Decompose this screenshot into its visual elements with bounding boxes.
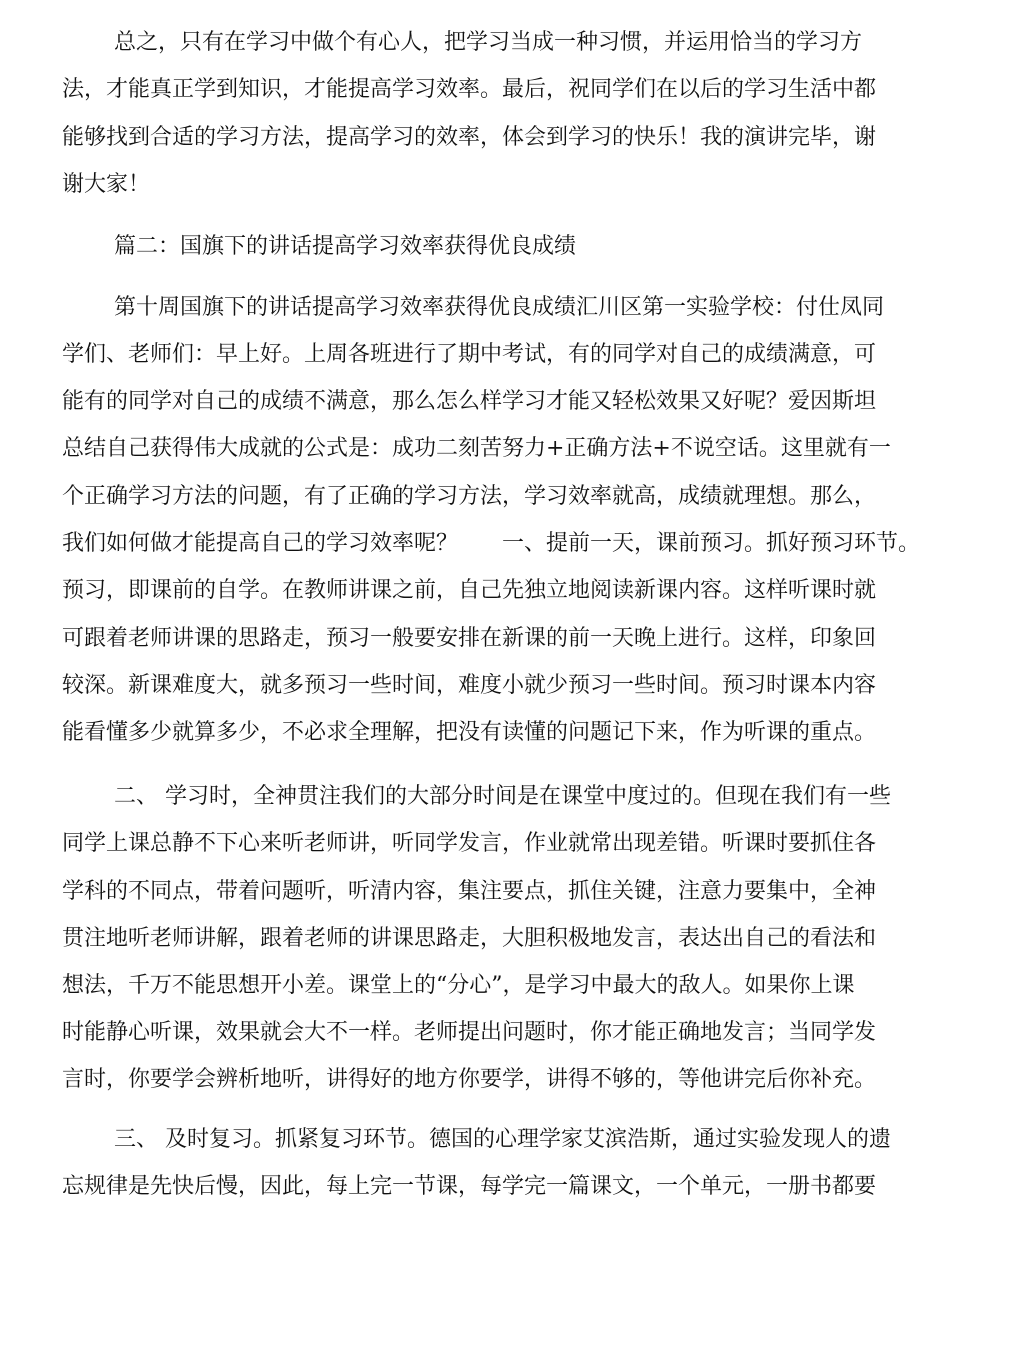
paragraph-line: 贯注地听老师讲解，跟着老师的讲课思路走，大胆积极地发言，表达出自己的看法和 xyxy=(62,926,877,951)
paragraph-line: 时能静心听课，效果就会大不一样。老师提出问题时，你才能正确地发言；当同学发 xyxy=(62,1020,877,1045)
paragraph-line: 总之，只有在学习中做个有心人，把学习当成一种习惯，并运用恰当的学习方 xyxy=(114,30,863,55)
paragraph-line: 谢大家！ xyxy=(62,172,151,197)
paragraph-line: 能有的同学对自己的成绩不满意，那么怎么样学习才能又轻松效果又好呢？爱因斯坦 xyxy=(62,389,877,414)
paragraph-line: 第十周国旗下的讲话提高学习效率获得优良成绩汇川区第一实验学校：付仕凤同 xyxy=(114,295,885,320)
paragraph-line: 二、 学习时，全神贯注我们的大部分时间是在课堂中度过的。但现在我们有一些 xyxy=(114,784,891,809)
paragraph-line: 学们、老师们：早上好。上周各班进行了期中考试，有的同学对自己的成绩满意，可 xyxy=(62,342,877,367)
paragraph-line: 可跟着老师讲课的思路走，预习一般要安排在新课的前一天晚上进行。这样，印象回 xyxy=(62,626,877,651)
paragraph-line: 三、 及时复习。抓紧复习环节。德国的心理学家艾滨浩斯，通过实验发现人的遗 xyxy=(114,1127,891,1152)
paragraph-line: 想法，千万不能思想开小差。课堂上的“分心”，是学习中最大的敌人。如果你上课 xyxy=(62,973,855,998)
section-heading: 篇二：国旗下的讲话提高学习效率获得优良成绩 xyxy=(114,234,577,259)
paragraph-line: 能够找到合适的学习方法，提高学习的效率，体会到学习的快乐！我的演讲完毕，谢 xyxy=(62,125,877,150)
paragraph-line: 预习，即课前的自学。在教师讲课之前，自己先独立地阅读新课内容。这样听课时就 xyxy=(62,578,877,603)
paragraph-line: 忘规律是先快后慢，因此，每上完一节课，每学完一篇课文，一个单元，一册书都要 xyxy=(62,1174,877,1199)
paragraph-line: 个正确学习方法的问题，有了正确的学习方法，学习效率就高，成绩就理想。那么， xyxy=(62,484,877,509)
paragraph-line: 同学上课总静不下心来听老师讲，听同学发言，作业就常出现差错。听课时要抓住各 xyxy=(62,831,877,856)
paragraph-line: 能看懂多少就算多少，不必求全理解，把没有读懂的问题记下来，作为听课的重点。 xyxy=(62,720,877,745)
paragraph-line: 法，才能真正学到知识，才能提高学习效率。最后，祝同学们在以后的学习生活中都 xyxy=(62,77,877,102)
paragraph-line: 总结自己获得伟大成就的公式是：成功二刻苦努力+正确方法+不说空话。这里就有一 xyxy=(62,436,891,461)
paragraph-line: 我们如何做才能提高自己的学习效率呢？ 一、提前一天，课前预习。抓好预习环节。 xyxy=(62,531,921,556)
paragraph-line: 学科的不同点，带着问题听，听清内容，集注要点，抓住关键，注意力要集中，全神 xyxy=(62,879,877,904)
paragraph-line: 较深。新课难度大，就多预习一些时间，难度小就少预习一些时间。预习时课本内容 xyxy=(62,673,877,698)
paragraph-line: 言时，你要学会辨析地听，讲得好的地方你要学，讲得不够的，等他讲完后你补充。 xyxy=(62,1067,877,1092)
